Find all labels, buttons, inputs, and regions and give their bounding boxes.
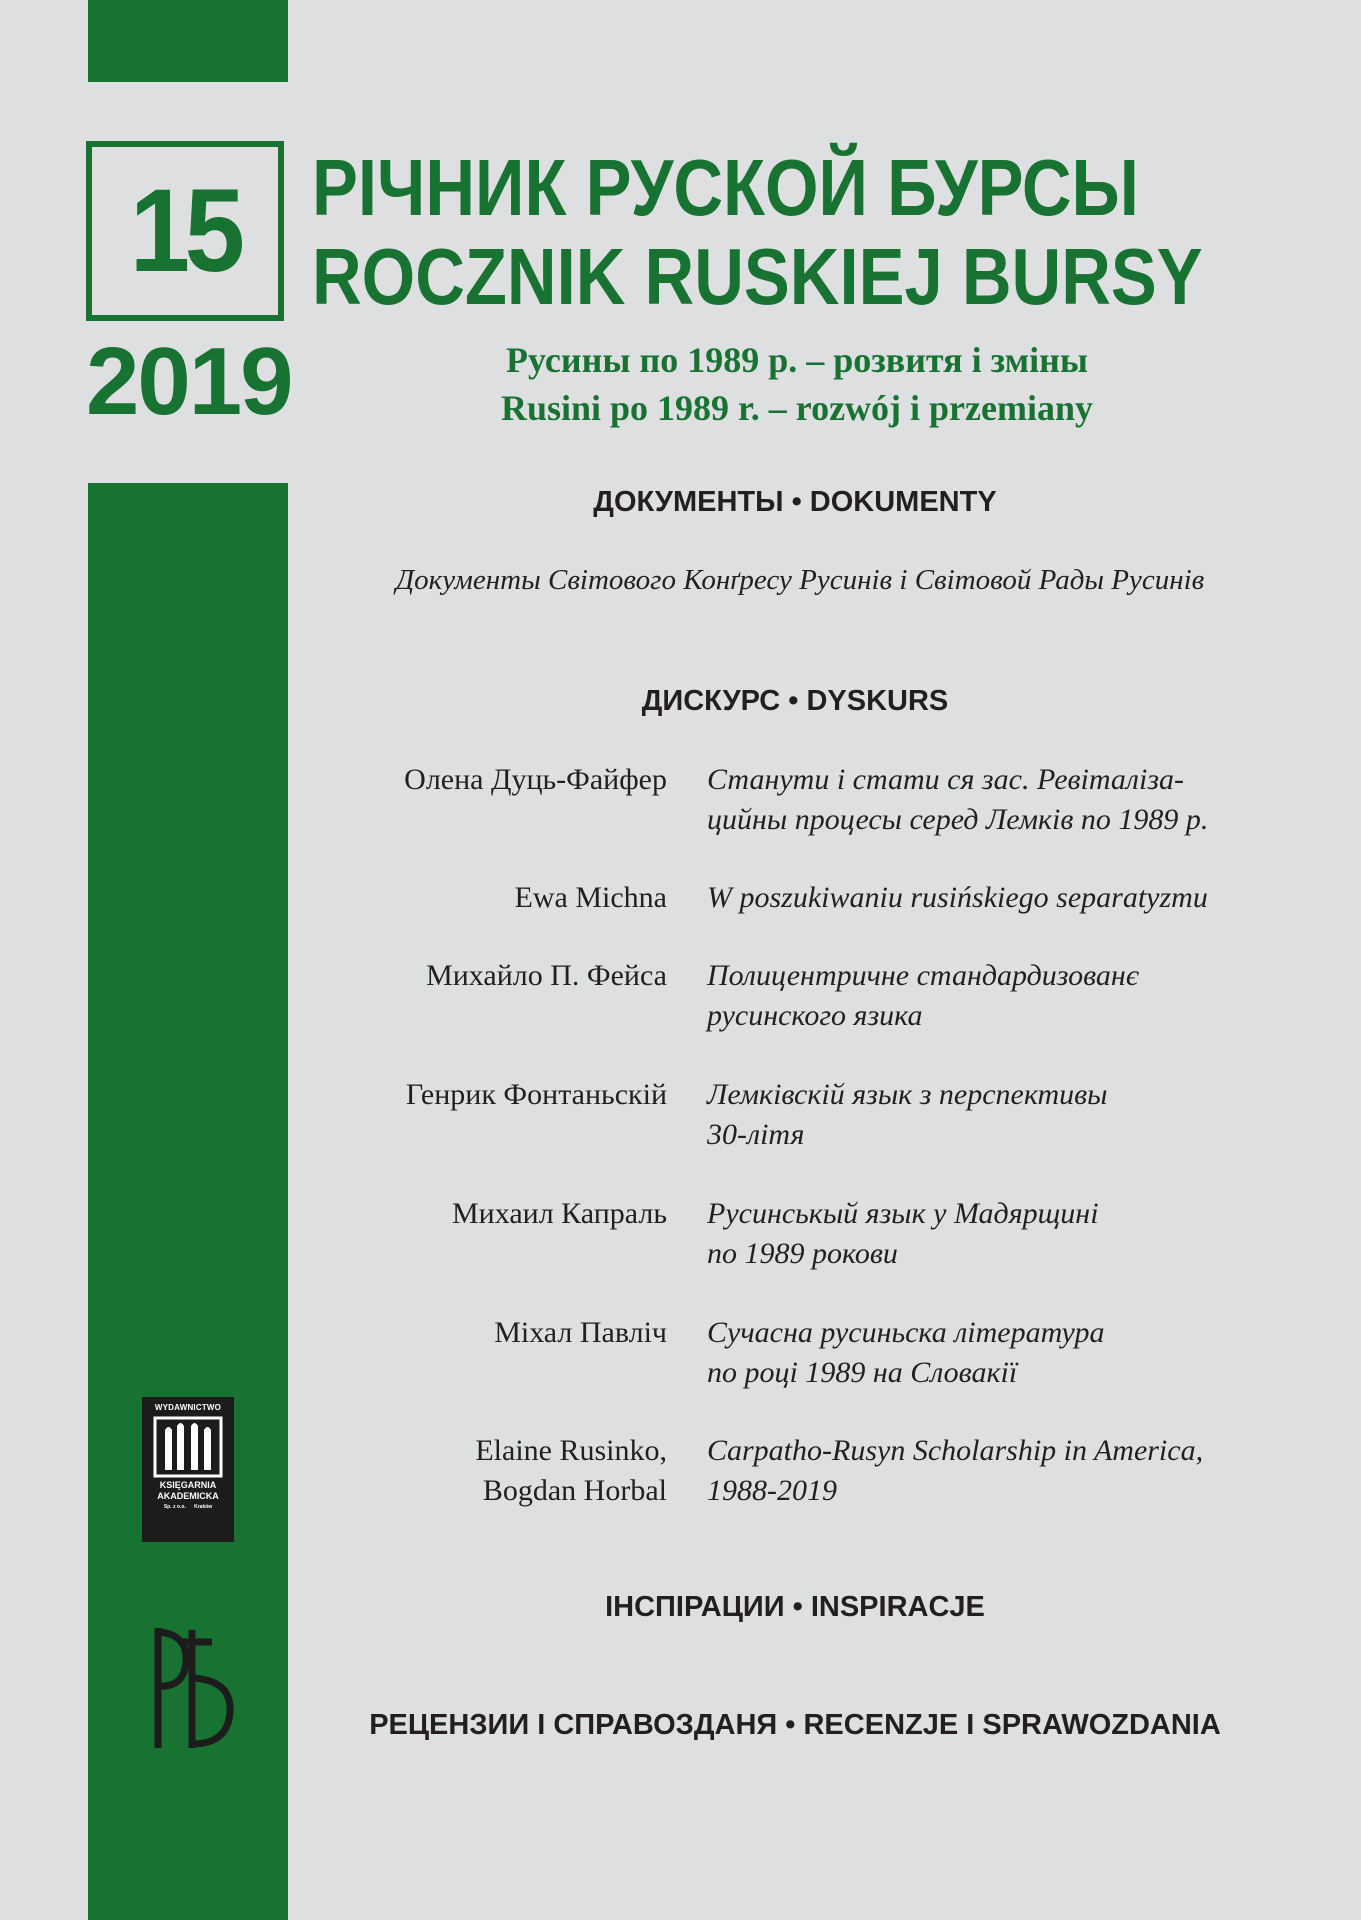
subtitle-cyrillic: Русины по 1989 р. – розвитя і зміны [506, 340, 1088, 380]
entry-author: Міхал Павліч [494, 1316, 667, 1349]
entry-author: Elaine Rusinko, Bogdan Horbal [475, 1434, 667, 1507]
entry-title: Carpatho-Rusyn Scholarship in America, 1988-2019 [707, 1434, 1204, 1507]
subtitle-latin: Rusini po 1989 r. – rozwój i przemiany [500, 388, 1093, 428]
issue-number: 15 [130, 165, 240, 297]
green-bar-top [88, 0, 288, 82]
entry-author: Михайло П. Фейса [426, 959, 667, 992]
entry-title: Сучасна русиньска література по році 1989 на Словакії [707, 1316, 1105, 1389]
journal-title-latin: ROCZNIK RUSKIEJ BURSY [312, 232, 1203, 321]
section-heading-discourse: ДИСКУРС • DYSKURS [641, 685, 949, 717]
documents-description: Документы Світового Конґресу Русинів і Світовой Рады Русинів [395, 564, 1205, 596]
pb-monogram-icon [140, 1620, 240, 1750]
journal-title-cyrillic: РІЧНИК РУСКОЙ БУРСЫ [312, 143, 1139, 232]
section-heading-documents: ДОКУМЕНТЫ • DOKUMENTY [593, 486, 997, 518]
entry-title: Станути і стати ся зас. Ревіталіза- цийны процесы серед Лемків по 1989 р. [707, 763, 1209, 836]
entry-author: Михаил Капраль [452, 1197, 667, 1230]
section-heading-inspirations: ІНСПІРАЦИИ • INSPIRACJE [605, 1591, 985, 1623]
entry-title: W poszukiwaniu rusińskiego separatyzmu [707, 881, 1208, 914]
entry-author: Генрик Фонтаньскій [405, 1078, 667, 1111]
entry-author: Олена Дуць-Файфер [404, 763, 667, 796]
issue-year: 2019 [86, 328, 292, 435]
publisher-logo: WYDAWNICTWO KSIĘGARNIA AKADEMICKA Sp. z o.o. Kraków [142, 1397, 234, 1542]
entry-title: Лемківскій язык з перспективы 30-літя [707, 1078, 1108, 1151]
entry-title: Русинськый язык у Мадярщині по 1989 рокови [707, 1197, 1099, 1270]
section-heading-reviews: РЕЦЕНЗИИ І СПРАВОЗДАНЯ • RECENZJE I SPRAWOZDANIA [369, 1709, 1221, 1741]
issue-number-box [86, 141, 284, 321]
building-icon [153, 1416, 223, 1478]
entry-title: Полицентричне стандардизованє русинского язика [707, 959, 1139, 1032]
entry-author: Ewa Michna [514, 881, 667, 914]
